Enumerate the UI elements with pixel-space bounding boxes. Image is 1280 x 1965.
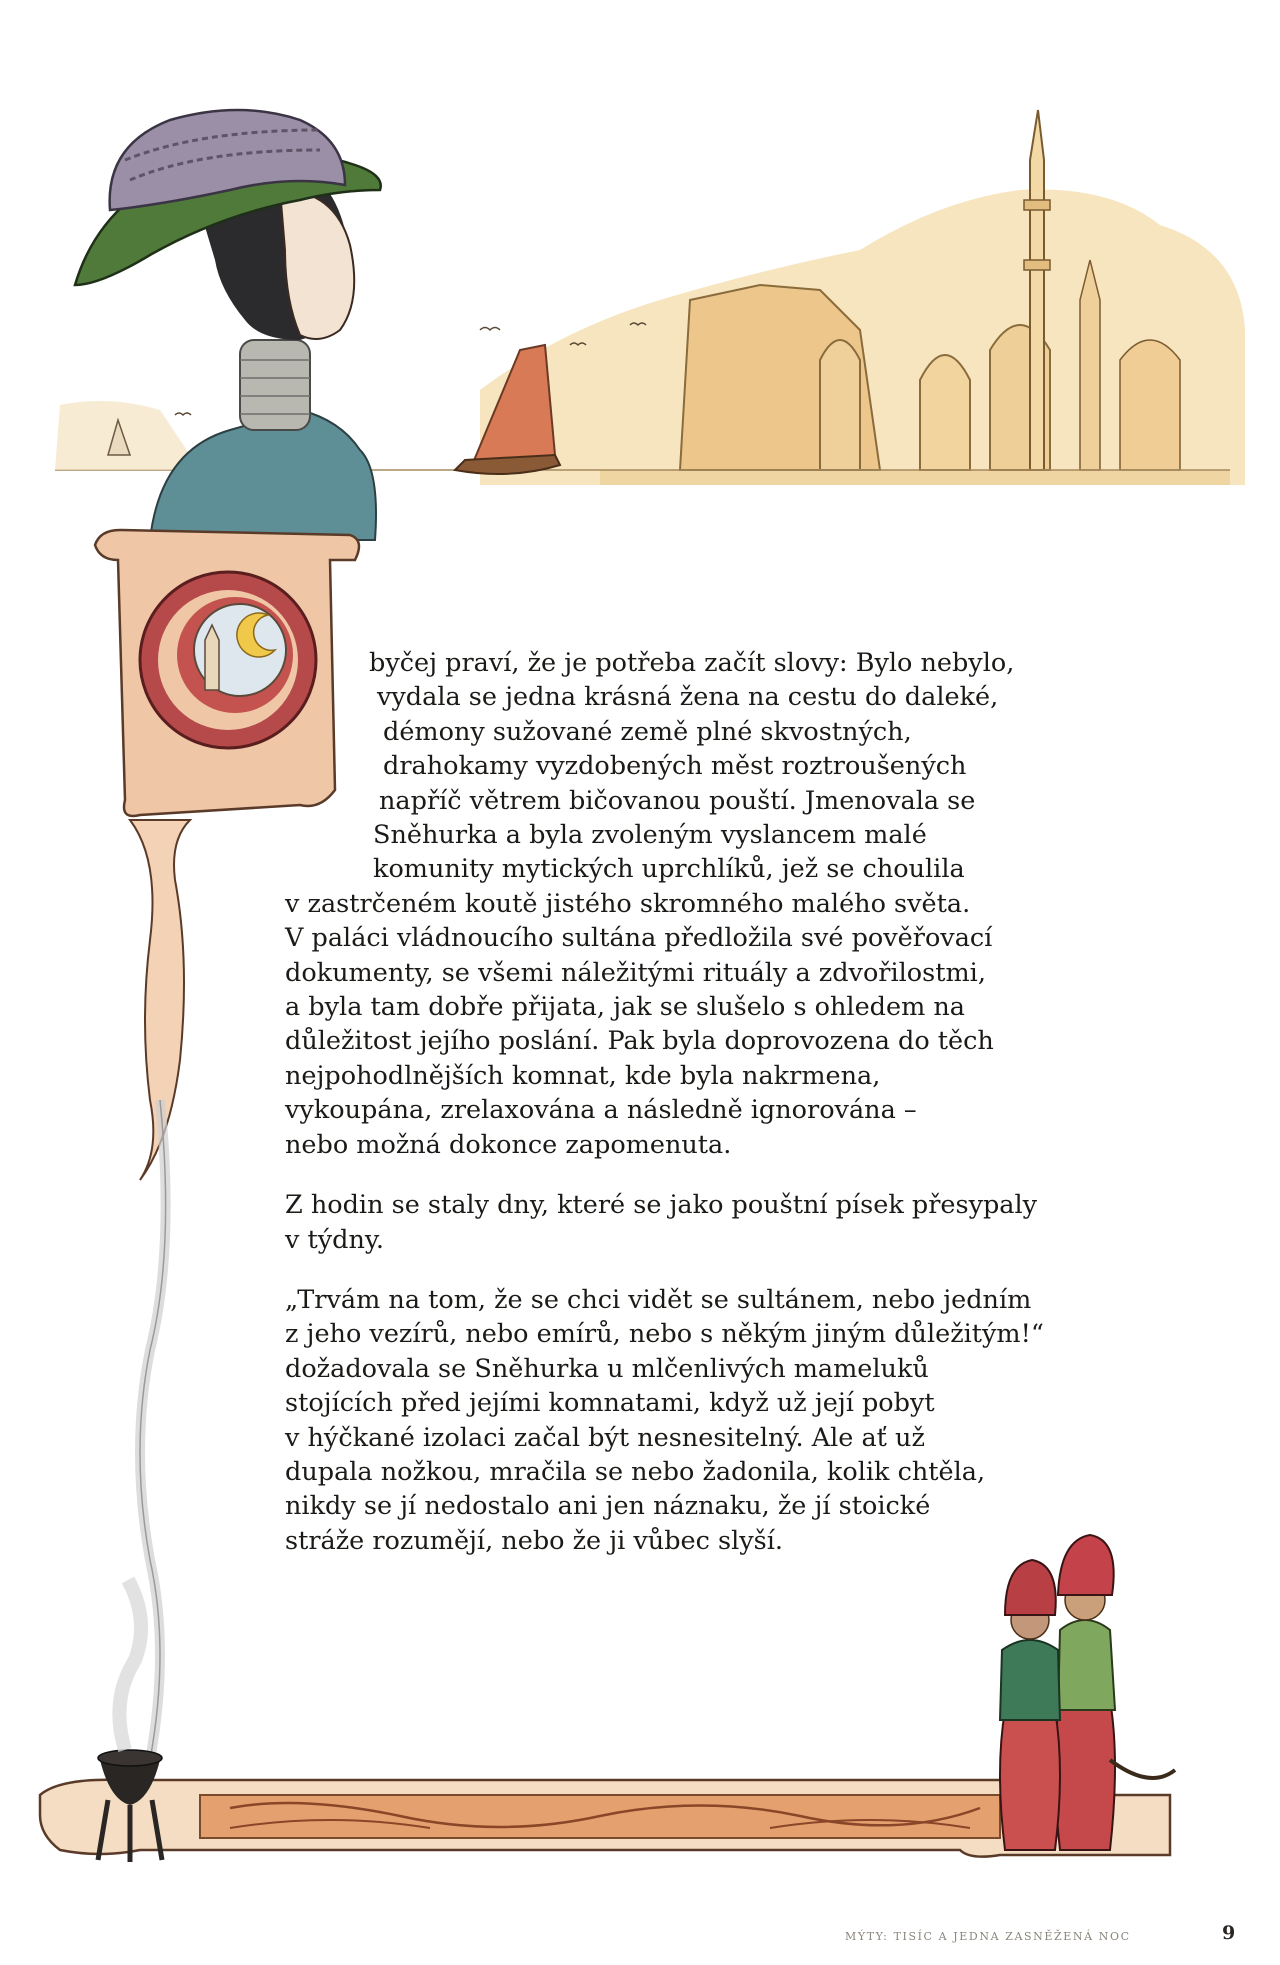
text-line: z jeho vezírů, nebo emírů, nebo s někým jiným důležitým!“ bbox=[285, 1319, 1044, 1350]
text-line: dupala nožkou, mračila se nebo žadonila, kolik chtěla, bbox=[285, 1456, 986, 1487]
text-line: napříč větrem bičovanou pouští. Jmenovala se bbox=[379, 785, 976, 816]
text-line: v týdny. bbox=[285, 1224, 385, 1255]
text-line: Z hodin se staly dny, které se jako pouštní písek přesypaly bbox=[285, 1190, 1038, 1221]
text-line: dokumenty, se všemi náležitými rituály a zdvořilostmi, bbox=[285, 957, 986, 988]
text-line: nebo možná dokonce zapomenuta. bbox=[285, 1129, 732, 1160]
text-line: a byla tam dobře přijata, jak se slušelo s ohledem na bbox=[285, 992, 966, 1023]
page-number: 9 bbox=[1222, 1922, 1236, 1944]
text-line: Sněhurka a byla zvoleným vyslancem malé bbox=[373, 820, 927, 851]
body-text bbox=[285, 646, 1165, 1584]
text-line: komunity mytických uprchlíků, jež se choulila bbox=[373, 854, 965, 885]
text-line: vydala se jedna krásná žena na cestu do daleké, bbox=[377, 682, 999, 713]
text-line: důležitost jejího poslání. Pak byla doprovozena do těch bbox=[285, 1026, 994, 1057]
text-line: v zastrčeném koutě jistého skromného malého světa. bbox=[285, 888, 971, 919]
woman-with-hat-illustration bbox=[75, 110, 381, 540]
paragraph-1 bbox=[285, 646, 1165, 1162]
text-line: vykoupána, zrelaxována a následně ignorována – bbox=[285, 1095, 917, 1126]
text-line: v hýčkané izolaci začal být nesnesitelný. Ale ať už bbox=[285, 1422, 925, 1453]
paragraph-2 bbox=[285, 1188, 1165, 1257]
text-line: nikdy se jí nedostalo ani jen náznaku, že jí stoické bbox=[285, 1491, 931, 1522]
text-line: stojících před jejími komnatami, když už její pobyt bbox=[285, 1388, 935, 1419]
text-line: „Trvám na tom, že se chci vidět se sultánem, nebo jedním bbox=[285, 1284, 1032, 1315]
running-footer-title: MÝTY: TISÍC A JEDNA ZASNĚŽENÁ NOC bbox=[845, 1930, 1131, 1943]
text-line: stráže rozumějí, nebo že ji vůbec slyší. bbox=[285, 1525, 784, 1556]
text-line: byčej praví, že je potřeba začít slovy: Bylo nebylo, bbox=[369, 648, 1015, 678]
text-line: V paláci vládnoucího sultána předložila své pověřovací bbox=[285, 923, 993, 954]
text-line: nejpohodlnějších komnat, kde byla nakrmena, bbox=[285, 1060, 881, 1091]
paragraph-3 bbox=[285, 1283, 1165, 1558]
text-line: drahokamy vyzdobených měst roztroušených bbox=[383, 751, 967, 782]
text-line: dožadovala se Sněhurka u mlčenlivých mameluků bbox=[285, 1353, 929, 1384]
text-line: démony sužované země plné skvostných, bbox=[383, 716, 912, 747]
